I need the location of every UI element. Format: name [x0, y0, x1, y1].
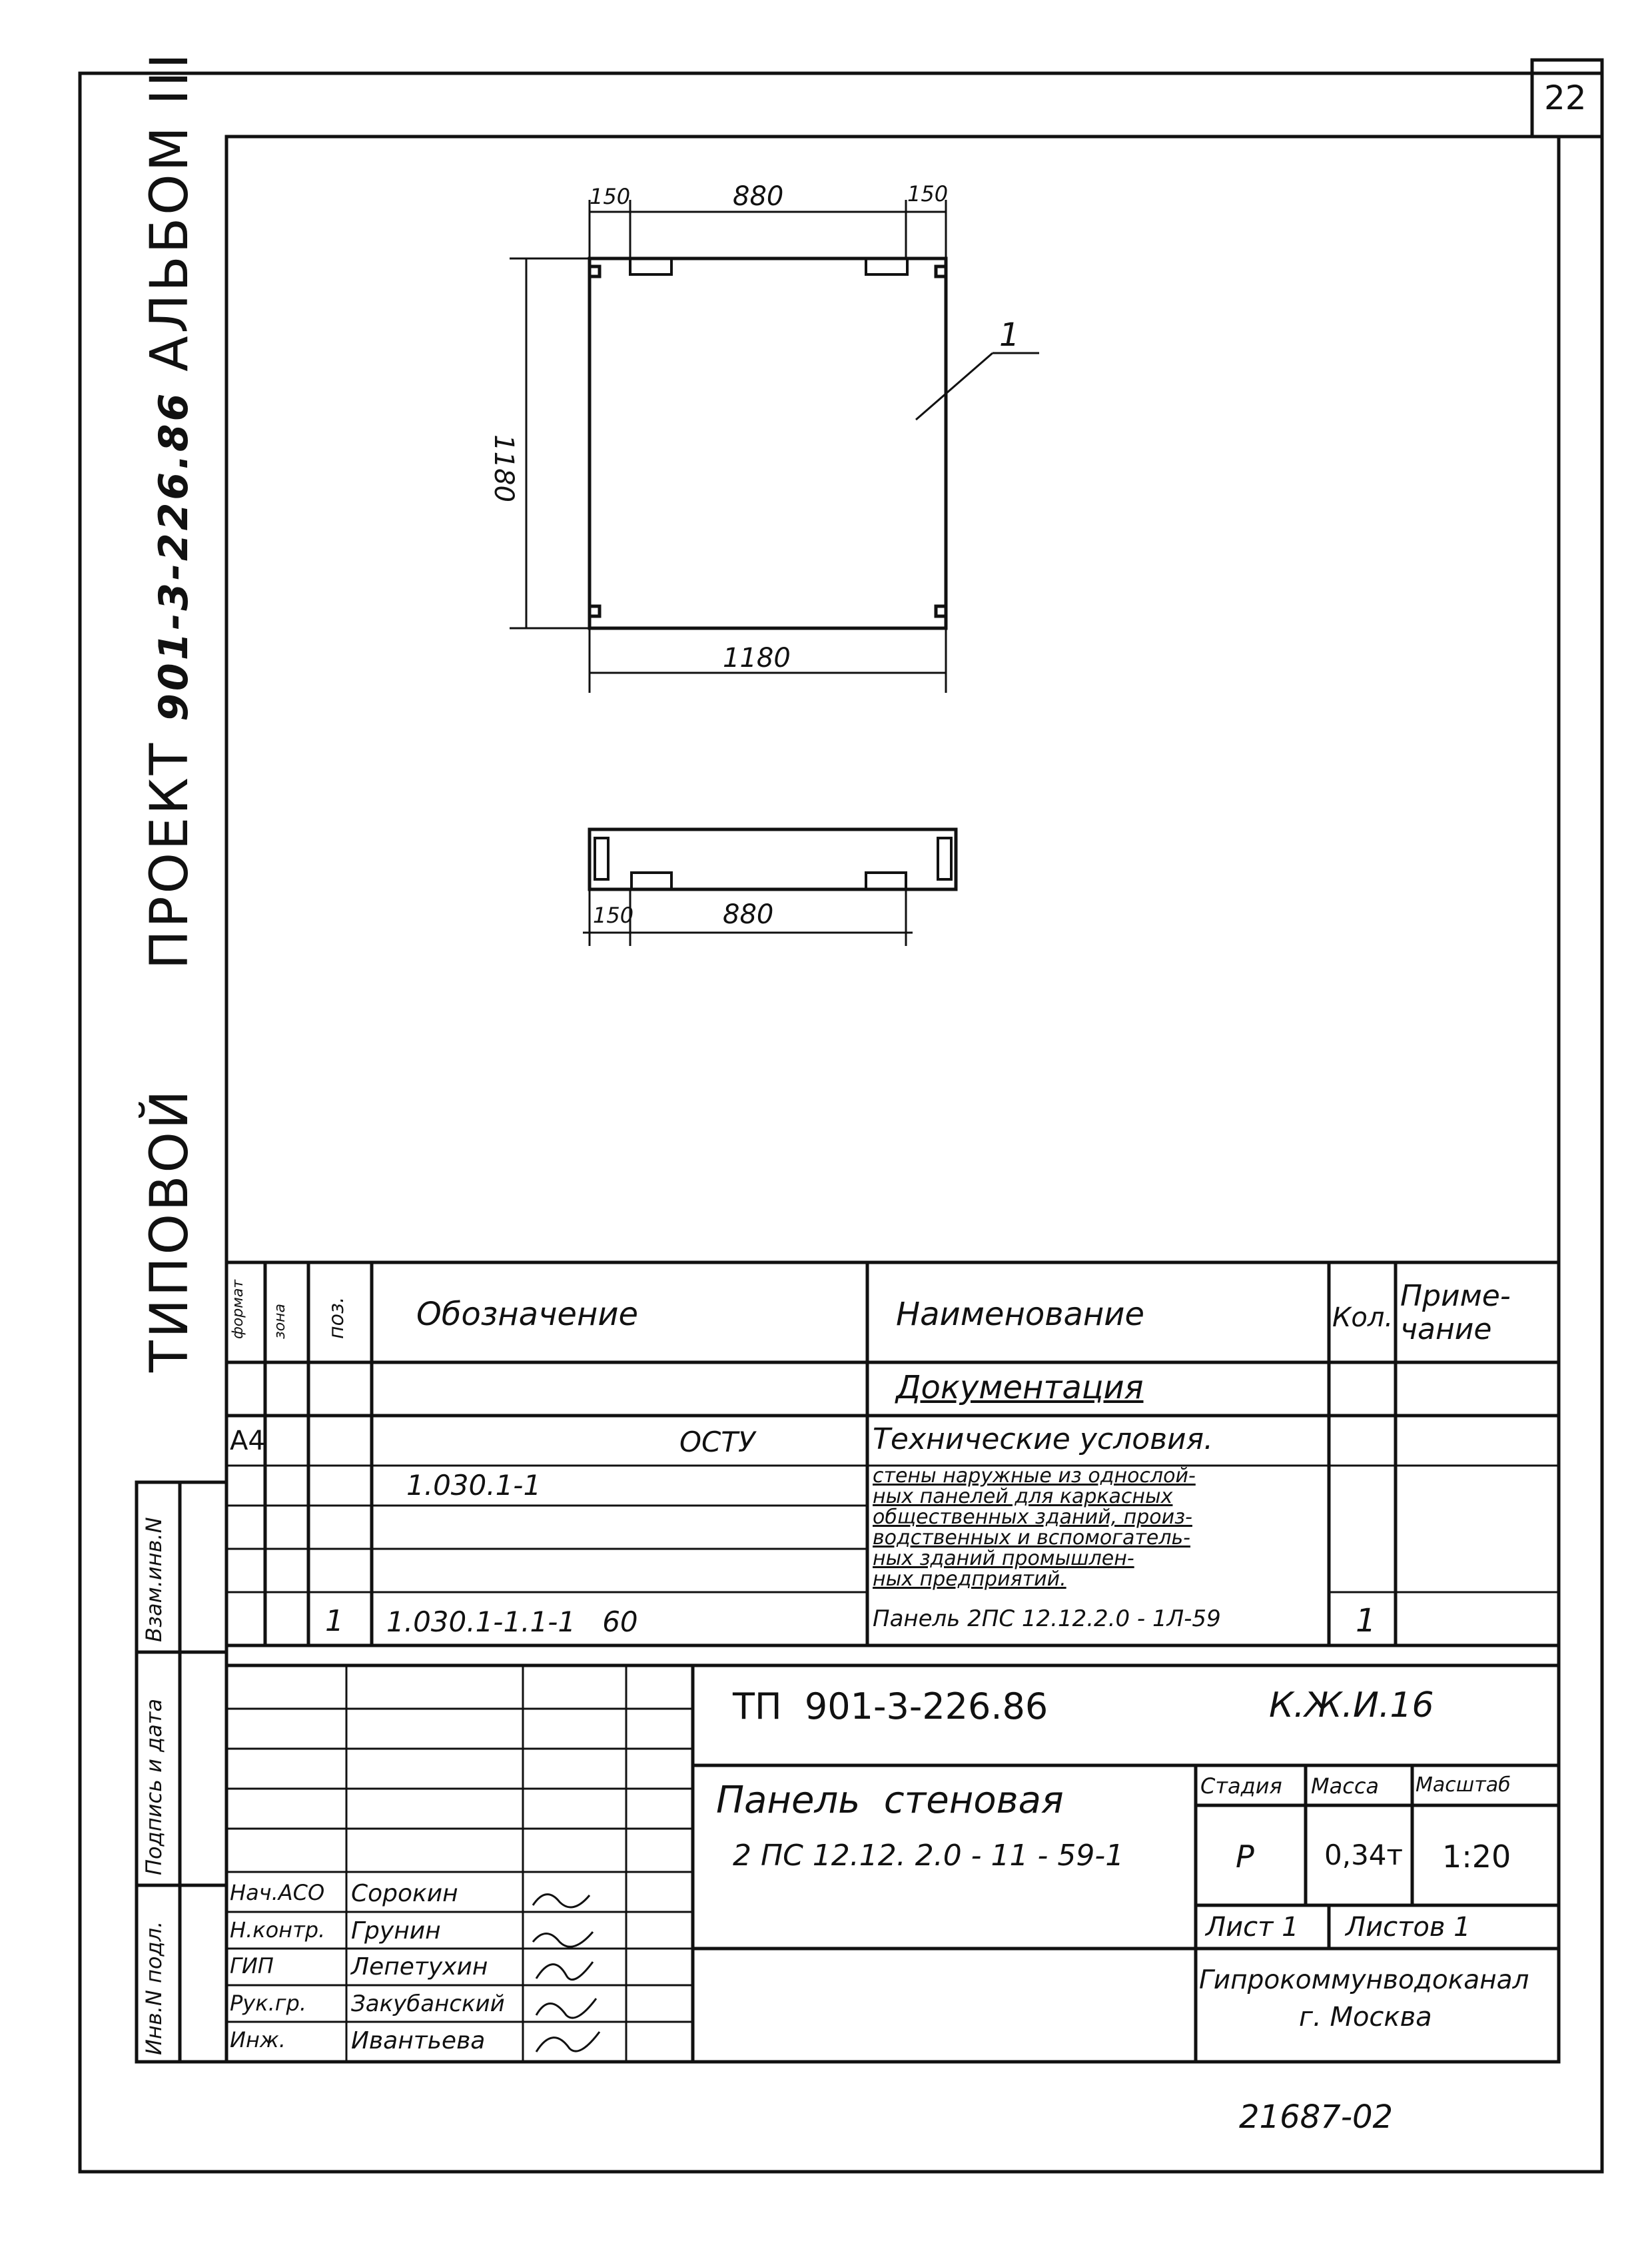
title-code: ТП 901-3-226.86 [733, 1685, 1048, 1727]
row2-name-line: водственных и вспомогатель- [873, 1526, 1191, 1550]
sig-role: Нач.АСО [230, 1880, 325, 1905]
side-title-album: АЛЬБОМ [140, 124, 200, 372]
header-designation: Обозначение [416, 1296, 639, 1333]
header-format: формат [230, 1279, 246, 1339]
side-title [140, 51, 213, 1372]
row2-designation: 1.030.1-1 [406, 1469, 542, 1502]
bottom-number: 21687-02 [1239, 2098, 1394, 2136]
header-name: Наименование [896, 1296, 1145, 1333]
dim-top-left: 150 [590, 184, 631, 209]
title-name-line2: 2 ПС 12.12. 2.0 - 11 - 59-1 [733, 1839, 1124, 1873]
header-qty: Кол. [1332, 1302, 1394, 1333]
row3-qty: 1 [1356, 1602, 1376, 1639]
row1-format: А4 [230, 1426, 265, 1456]
sig-name: Грунин [351, 1917, 441, 1945]
mass-value: 0,34т [1324, 1839, 1403, 1871]
strip-inv: Инв.N подл. [141, 1921, 167, 2055]
sig-name: Закубанский [351, 1991, 505, 2017]
sig-name: Ивантьева [351, 2027, 486, 2054]
section-title: Документация [896, 1369, 1144, 1406]
row1-name: Технические условия. [873, 1422, 1214, 1456]
stage-label: Стадия [1200, 1773, 1282, 1799]
side-title-album-number: III [140, 51, 200, 105]
header-pos: поз. [325, 1296, 348, 1339]
dim-side-mid: 880 [723, 899, 774, 930]
sheets-label: Листов 1 [1346, 1912, 1471, 1943]
sig-name: Лепетухин [351, 1953, 488, 1981]
title-mark: К.Ж.И.16 [1269, 1685, 1434, 1725]
header-note-line1: Приме- [1400, 1279, 1511, 1313]
dim-side-left: 150 [593, 903, 634, 928]
row2-name-line: ных зданий промышлен- [873, 1547, 1134, 1570]
sig-role: ГИП [230, 1953, 274, 1979]
row3-designation: 1.030.1-1.1-1 60 [386, 1605, 638, 1638]
strip-vzam: Взам.инв.N [141, 1517, 167, 1642]
dim-bottom: 1180 [723, 643, 791, 673]
header-note-line2: чание [1400, 1312, 1492, 1346]
sig-role: Рук.гр. [230, 1991, 307, 2016]
row3-name: Панель 2ПС 12.12.2.0 - 1Л-59 [873, 1605, 1221, 1632]
title-name-line1: Панель стеновая [716, 1779, 1064, 1822]
dim-height: 1180 [488, 434, 519, 502]
org-line2: г. Москва [1299, 2002, 1432, 2032]
sig-role: Н.контр. [230, 1917, 326, 1943]
strip-podpis: Подпись и дата [141, 1698, 167, 1875]
row2-name-line: общественных зданий, произ- [873, 1506, 1192, 1529]
mass-label: Масса [1311, 1773, 1380, 1799]
dim-top-right: 150 [907, 181, 949, 207]
header-zone: зона [272, 1303, 288, 1339]
org-line1: Гипрокоммунводоканал [1199, 1965, 1529, 1995]
row3-pos: 1 [325, 1604, 344, 1638]
side-title-code: 901-3-226.86 [151, 390, 197, 721]
row2-name-line: ных предприятий. [873, 1568, 1066, 1591]
sheet-label: Лист 1 [1206, 1912, 1299, 1943]
page-number: 22 [1544, 79, 1587, 117]
row2-name-line: стены наружные из однослой- [873, 1464, 1196, 1488]
dim-top-mid: 880 [733, 181, 784, 212]
row1-designation: ОСТУ [679, 1426, 755, 1458]
sig-role: Инж. [230, 2027, 286, 2052]
scale-value: 1:20 [1442, 1839, 1511, 1875]
position-callout: 1 [999, 316, 1020, 354]
row2-name-line: ных панелей для каркасных [873, 1485, 1173, 1508]
scale-label: Масштаб [1416, 1773, 1511, 1797]
stage-value: Р [1236, 1839, 1254, 1875]
row2-name [873, 1466, 1326, 1589]
side-title-proekt: ПРОЕКТ [140, 740, 200, 970]
side-title-tipovoy: ТИПОВОЙ [140, 1087, 200, 1372]
sig-name: Сорокин [351, 1880, 458, 1907]
